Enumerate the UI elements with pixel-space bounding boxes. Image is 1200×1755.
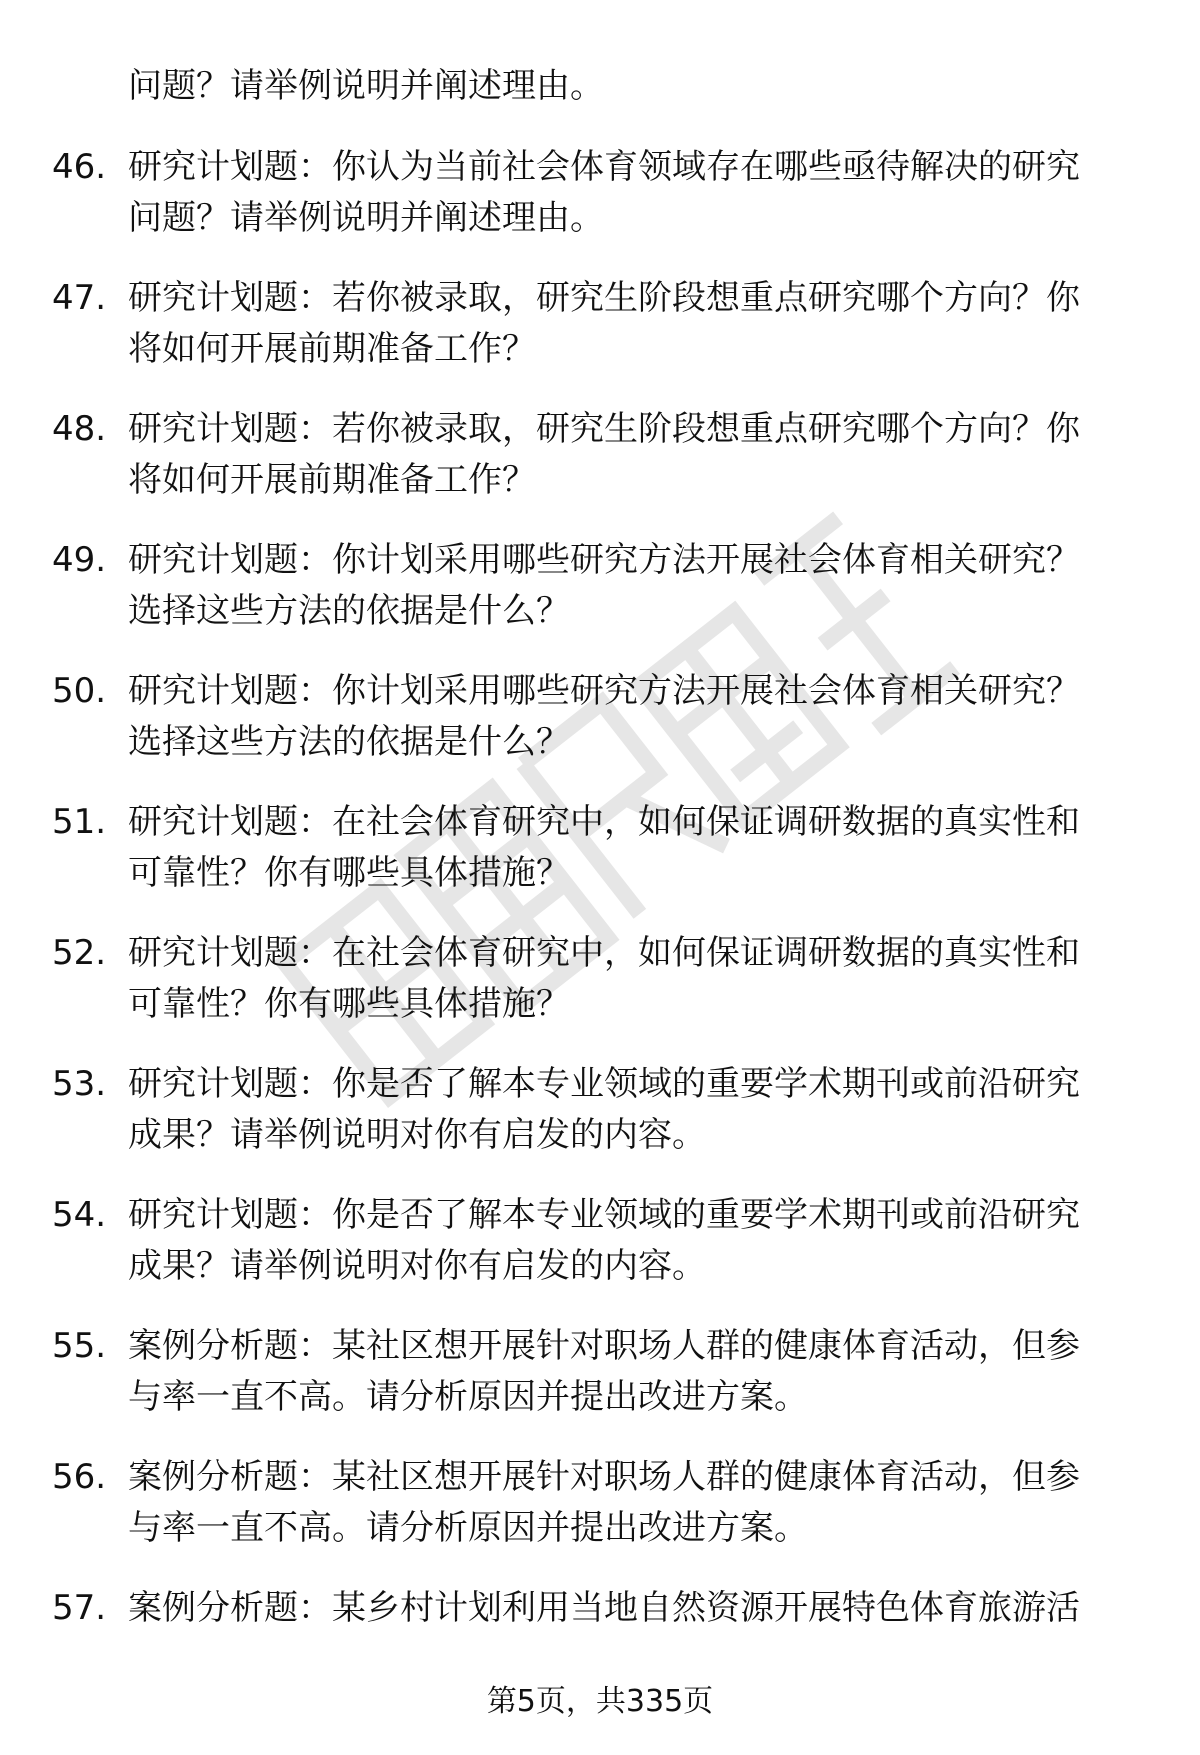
question-text	[128, 1452, 1138, 1554]
question-line: 研究计划题：你是否了解本专业领域的重要学术期刊或前沿研究	[128, 1195, 1080, 1235]
list-item	[0, 1321, 1200, 1423]
question-line: 将如何开展前期准备工作？	[128, 460, 536, 500]
list-item	[0, 142, 1200, 244]
list-item	[0, 666, 1200, 768]
question-line: 研究计划题：你认为当前社会体育领域存在哪些亟待解决的研究	[128, 147, 1080, 187]
list-item	[0, 535, 1200, 637]
question-line: 将如何开展前期准备工作？	[128, 329, 536, 369]
question-line: 成果？请举例说明对你有启发的内容。	[128, 1115, 706, 1155]
question-number: 52.	[52, 933, 107, 973]
question-text	[128, 142, 1138, 244]
question-line: 选择这些方法的依据是什么？	[128, 591, 570, 631]
list-item	[0, 404, 1200, 506]
question-line: 成果？请举例说明对你有启发的内容。	[128, 1246, 706, 1286]
continued-question-text: 问题？请举例说明并阐述理由。	[128, 66, 604, 106]
list-item	[0, 797, 1200, 899]
question-number: 46.	[52, 147, 107, 187]
page-footer: 第5页，共335页	[486, 1684, 714, 1719]
question-line: 可靠性？你有哪些具体措施？	[128, 853, 570, 893]
question-text	[128, 1321, 1138, 1423]
question-text	[128, 797, 1138, 899]
question-line: 案例分析题：某社区想开展针对职场人群的健康体育活动，但参	[128, 1326, 1080, 1366]
question-number: 57.	[52, 1588, 107, 1628]
question-line: 研究计划题：若你被录取，研究生阶段想重点研究哪个方向？你	[128, 409, 1080, 449]
question-line: 与率一直不高。请分析原因并提出改进方案。	[128, 1508, 808, 1548]
question-line: 案例分析题：某社区想开展针对职场人群的健康体育活动，但参	[128, 1457, 1080, 1497]
question-text	[128, 666, 1138, 768]
list-item	[0, 928, 1200, 1030]
question-text	[128, 1059, 1138, 1161]
question-number: 47.	[52, 278, 107, 318]
question-text	[128, 273, 1138, 375]
question-number: 49.	[52, 540, 107, 580]
list-item	[0, 1190, 1200, 1292]
question-line: 研究计划题：若你被录取，研究生阶段想重点研究哪个方向？你	[128, 278, 1080, 318]
question-line: 研究计划题：在社会体育研究中，如何保证调研数据的真实性和	[128, 802, 1080, 842]
question-number: 50.	[52, 671, 107, 711]
question-line: 问题？请举例说明并阐述理由。	[128, 198, 604, 238]
list-item	[0, 273, 1200, 375]
question-line: 研究计划题：你计划采用哪些研究方法开展社会体育相关研究？	[128, 671, 1080, 711]
question-number: 54.	[52, 1195, 107, 1235]
question-list	[0, 142, 1200, 1663]
question-number: 48.	[52, 409, 107, 449]
question-text	[128, 1190, 1138, 1292]
question-line: 研究计划题：你计划采用哪些研究方法开展社会体育相关研究？	[128, 540, 1080, 580]
question-text	[128, 404, 1138, 506]
question-line: 案例分析题：某乡村计划利用当地自然资源开展特色体育旅游活	[128, 1588, 1080, 1628]
question-text	[128, 535, 1138, 637]
question-number: 51.	[52, 802, 107, 842]
list-item	[0, 1452, 1200, 1554]
list-item	[0, 1583, 1200, 1634]
question-line: 与率一直不高。请分析原因并提出改进方案。	[128, 1377, 808, 1417]
question-number: 56.	[52, 1457, 107, 1497]
question-number: 53.	[52, 1064, 107, 1104]
question-text	[128, 1583, 1138, 1634]
question-line: 研究计划题：在社会体育研究中，如何保证调研数据的真实性和	[128, 933, 1080, 973]
question-line: 选择这些方法的依据是什么？	[128, 722, 570, 762]
question-line: 可靠性？你有哪些具体措施？	[128, 984, 570, 1024]
question-line: 研究计划题：你是否了解本专业领域的重要学术期刊或前沿研究	[128, 1064, 1080, 1104]
question-number: 55.	[52, 1326, 107, 1366]
list-item	[0, 1059, 1200, 1161]
question-text	[128, 928, 1138, 1030]
